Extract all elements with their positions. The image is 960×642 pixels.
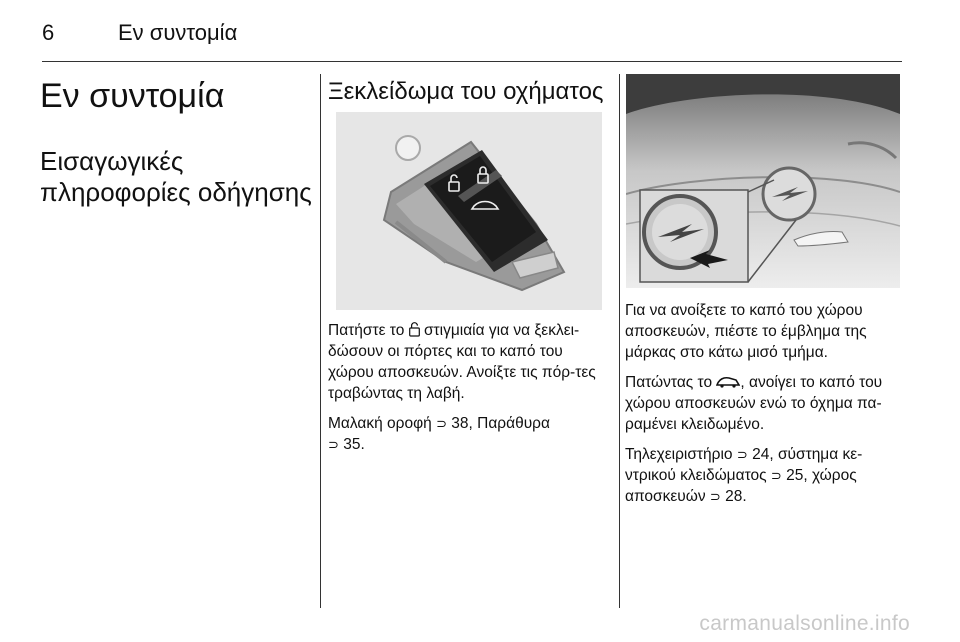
unlock-icon bbox=[409, 322, 420, 337]
ref-page-number[interactable]: 25 bbox=[786, 467, 804, 484]
p3-a: Τηλεχειριστήριο bbox=[625, 446, 737, 463]
unlock-heading: Ξεκλείδωμα του οχήματος bbox=[328, 78, 604, 105]
column-divider bbox=[320, 74, 321, 608]
trunk-button-paragraph bbox=[625, 372, 905, 435]
ref-page-number[interactable]: 28 bbox=[725, 488, 743, 505]
page-number: 6 bbox=[42, 20, 55, 45]
column-divider bbox=[619, 74, 620, 608]
p3-c: , χώρος αποσκευών bbox=[625, 467, 857, 505]
ref-page-number[interactable]: 38 bbox=[451, 415, 469, 432]
ref-arrow-icon: ⊃ bbox=[328, 437, 339, 452]
p2-end: . bbox=[360, 436, 365, 453]
unlock-paragraph bbox=[328, 320, 612, 404]
watermark-text: carmanualsonline.info bbox=[699, 612, 910, 635]
ref-page-number[interactable]: 24 bbox=[752, 446, 770, 463]
p1-after: στιγμιαία για να ξεκλει-δώσουν οι πόρτες και το καπό του χώρου αποσκευών. Ανοίξτε τις πόρ-τες τραβώντας τη λαβή. bbox=[328, 322, 596, 402]
ref-arrow-icon: ⊃ bbox=[770, 468, 782, 483]
section-title: Εν συντομία bbox=[40, 77, 225, 115]
ref-arrow-icon: ⊃ bbox=[436, 416, 447, 431]
ref-page-number[interactable]: 35 bbox=[343, 436, 361, 453]
p1-before: Πατήστε το bbox=[328, 322, 409, 339]
trunk-instructions bbox=[625, 300, 905, 516]
trunk-emblem-illustration bbox=[626, 74, 900, 288]
p2-b: , Παράθυρα bbox=[468, 415, 550, 432]
header-rule bbox=[42, 61, 902, 62]
p2-after: , ανοίγει το καπό του χώρου αποσκευών ενώ το όχημα πα-ραμένει κλειδωμένο. bbox=[625, 374, 883, 433]
p2-a: Μαλακή οροφή bbox=[328, 415, 437, 432]
p3-b: , σύστημα κε-ντρικού κλειδώματος bbox=[625, 446, 863, 484]
trunk-icon bbox=[716, 376, 740, 388]
ref-arrow-icon: ⊃ bbox=[709, 489, 721, 504]
see-also-paragraph bbox=[328, 413, 612, 455]
p3-end: . bbox=[742, 488, 747, 505]
unlock-instructions bbox=[328, 320, 612, 464]
running-title: Εν συντομία bbox=[118, 20, 238, 45]
p2-before: Πατώντας το bbox=[625, 374, 717, 391]
see-also-paragraph bbox=[625, 444, 905, 507]
ref-arrow-icon: ⊃ bbox=[736, 447, 748, 462]
trunk-open-paragraph: Για να ανοίξετε το καπό του χώρου αποσκευών, πιέστε το έμβλημα της μάρκας στο κάτω μισό τμήμα. bbox=[625, 302, 867, 361]
section-subtitle: Εισαγωγικές πληροφορίες οδήγησης bbox=[40, 146, 312, 207]
key-fob-illustration bbox=[336, 112, 602, 310]
